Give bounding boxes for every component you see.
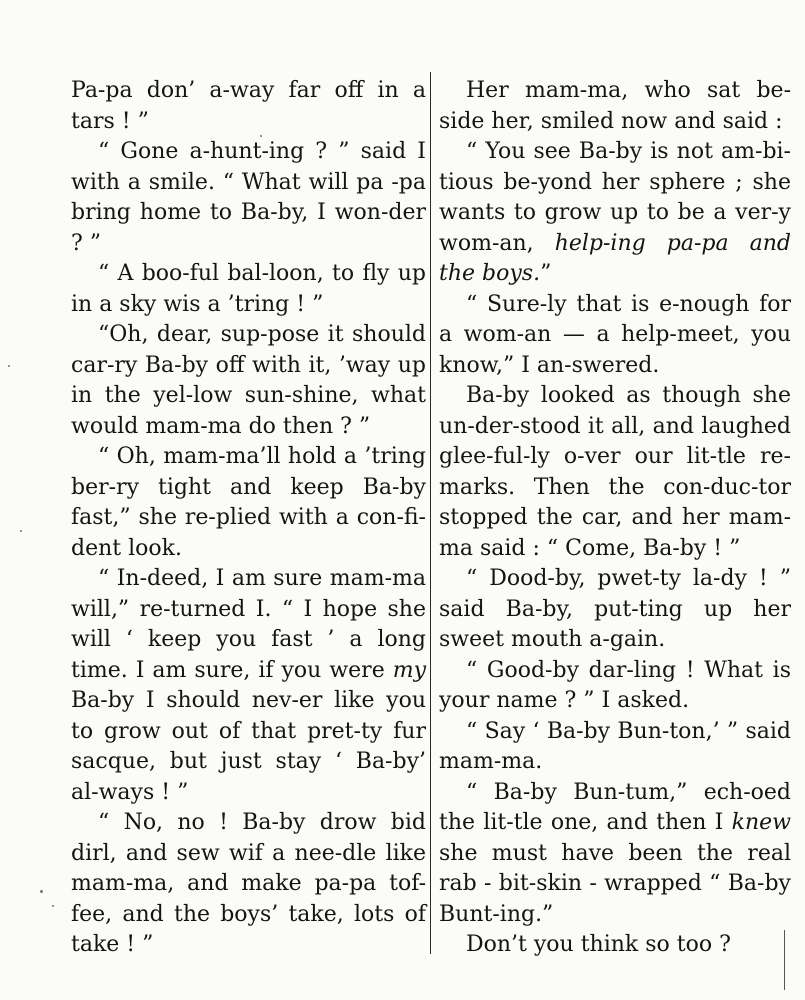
paragraph: “ No, no ! Ba-by drow bid dirl, and sew wif a nee-dle like mam-ma, and make pa-pa tof-fee, and the boys’ take, lots of take ! ” — [71, 810, 426, 957]
emphasis: help-ing pa-pa and the boys. — [439, 230, 791, 286]
paragraph: “Oh, dear, sup-pose it should car-ry Ba-by off with it, ’way up in the yel-low sun-shine, what would mam-ma do then ? ” — [71, 322, 426, 439]
emphasis: my — [392, 657, 426, 683]
right-column — [439, 76, 791, 961]
paragraph: “ Sure-ly that is e-nough for a wom-an — a help-meet, you know,” I an-swered. — [439, 291, 791, 378]
paper-speck — [52, 905, 54, 907]
paragraph: “ You see Ba-by is not am-bi-tious be-yond her sphere ; she wants to grow up to be a ver-y wom-an, help-ing pa-pa and the boys.” — [439, 139, 791, 286]
paper-speck — [8, 365, 10, 367]
paper-speck — [40, 890, 43, 893]
paragraph: Ba-by looked as though she un-der-stood it all, and laughed glee-ful-ly o-ver our lit-tle re-marks. Then the con-duc-tor stopped the car, and her mam-ma said : “ Come, Ba-by ! ” — [439, 383, 791, 561]
paragraph: “ A boo-ful bal-loon, to fly up in a sky wis a ’tring ! ” — [71, 261, 426, 317]
paragraph: Pa-pa don’ a-way far off in a tars ! ” — [71, 78, 426, 134]
column-divider — [430, 72, 431, 954]
paragraph: “ Ba-by Bun-tum,” ech-oed the lit-tle one, and then I knew she must have been the real rab - bit-skin - wrapped “ Ba-by Bunt-ing.” — [439, 779, 791, 927]
left-column — [71, 76, 426, 961]
paragraph: Her mam-ma, who sat be-side her, smiled now and said : — [439, 78, 791, 134]
paragraph: “ Oh, mam-ma’ll hold a ’tring ber-ry tight and keep Ba-by fast,” she re-plied with a con-fi-dent look. — [71, 444, 426, 561]
page-edge-mark — [784, 930, 799, 990]
paper-speck — [260, 135, 262, 137]
paragraph: Don’t you think so too ? — [466, 932, 731, 957]
paragraph: “ Gone a-hunt-ing ? ” said I with a smile. “ What will pa -pa bring home to Ba-by, I won-der ? ” — [71, 139, 426, 256]
paragraph: “ In-deed, I am sure mam-ma will,” re-turned I. “ I hope she will ‘ keep you fast ’ a long time. I am sure, if you were my Ba-by I should nev-er like you to grow out of that pret-ty fur sacque, but just stay ‘ Ba-by’ al-ways ! ” — [71, 566, 426, 805]
paragraph: “ Good-by dar-ling ! What is your name ? ” I asked. — [439, 657, 791, 713]
paper-speck — [20, 530, 22, 532]
paragraph: “ Say ‘ Ba-by Bun-ton,’ ” said mam-ma. — [439, 718, 791, 774]
emphasis: knew — [731, 810, 791, 835]
paragraph: “ Dood-by, pwet-ty la-dy ! ” said Ba-by, put-ting up her sweet mouth a-gain. — [439, 566, 791, 652]
